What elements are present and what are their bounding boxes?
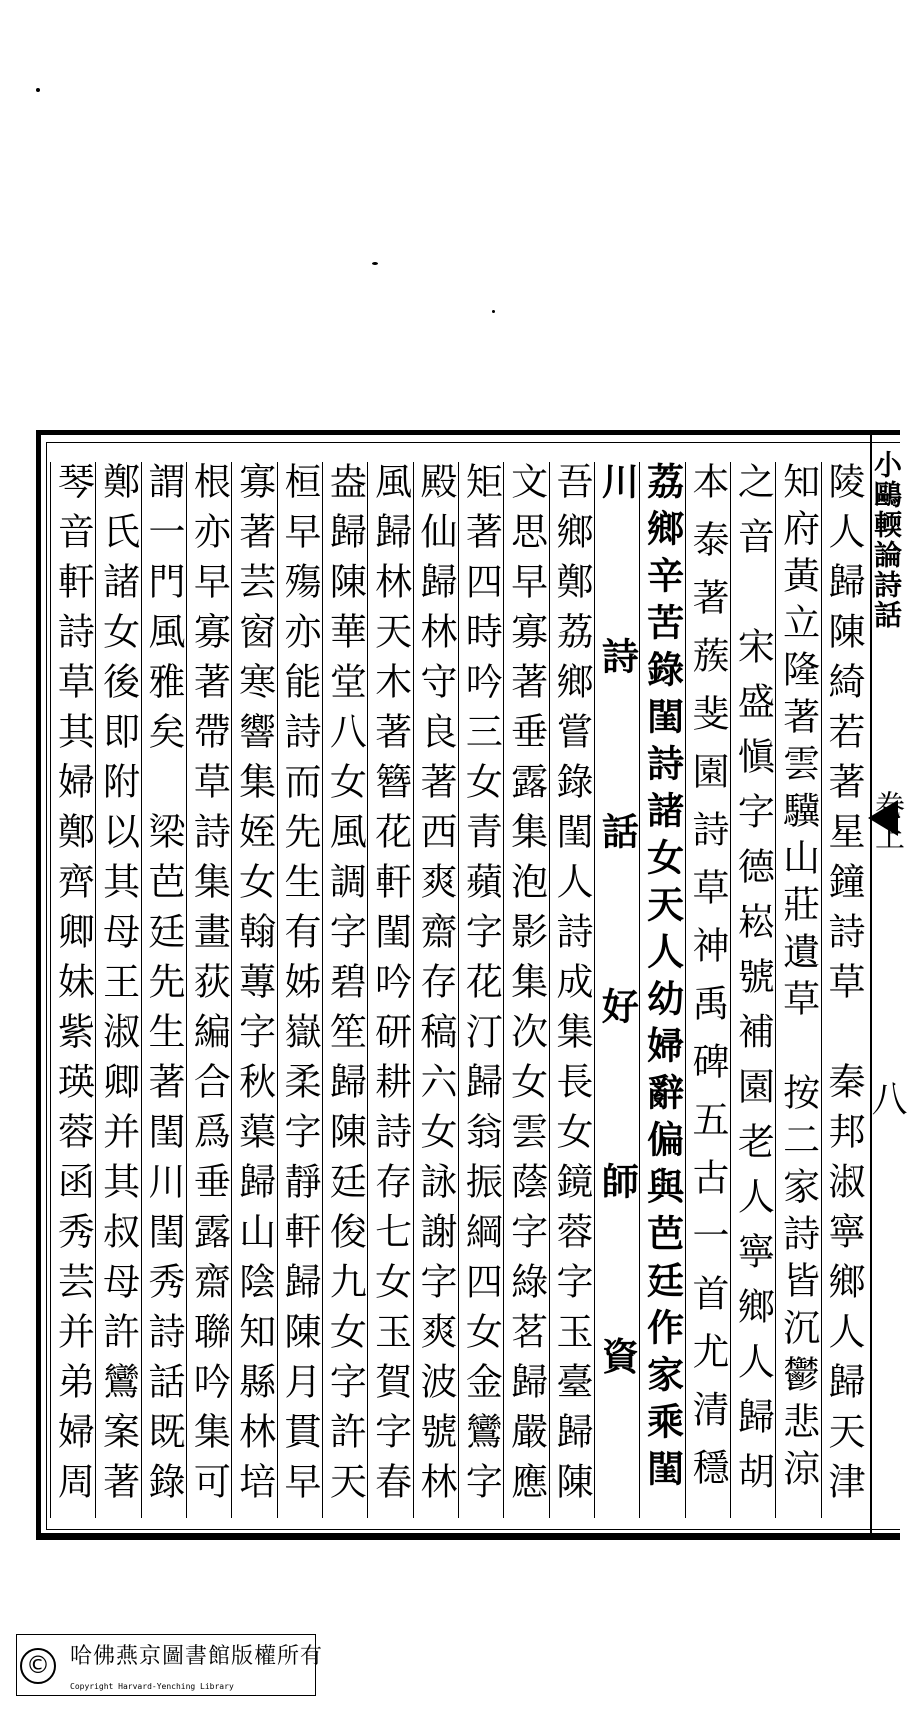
scan-speck <box>372 262 378 265</box>
text-column: 之音 宋盛愼字德崧號補園老人寧鄉人歸胡 <box>730 462 775 1518</box>
text-column: 矩著四時吟三女青蘋字花汀歸翁振綱四女金鸞字 <box>458 462 503 1518</box>
text-column: 盎歸陳華堂八女風調字碧笙歸陳廷俊九女字許天 <box>322 462 367 1518</box>
copyright-icon: © <box>20 1648 56 1684</box>
text-column: 吾鄉鄭荔鄉嘗錄閨人詩成集長女鏡蓉字玉臺歸陳 <box>549 462 594 1518</box>
text-column: 風歸林天木著簪花軒閨吟研耕詩存七女玉賀字春 <box>367 462 412 1518</box>
text-column: 陵人歸陳綺若著星鐘詩草 秦邦淑寧鄉人歸天津 <box>821 462 866 1518</box>
copyright-chinese: 哈佛燕京圖書館版權所有 <box>70 1644 324 1669</box>
text-column: 謂一門風雅矣 梁芭廷先生著閨川閨秀詩話既錄 <box>141 462 186 1518</box>
text-column: 桓早殤亦能詩而先生有姊嶽柔字靜軒歸陳月貫早 <box>277 462 322 1518</box>
text-column: 本泰著蔟斐園詩草神禹碑五古一首尤清穩 <box>685 462 730 1518</box>
copyright-english: Copyright Harvard-Yenching Library <box>70 1682 234 1691</box>
text-column: 文思早寡著垂露集泡影集次女雲蔭字綠茗歸嚴應 <box>503 462 548 1518</box>
book-title: 小鷗輭論詩話 <box>870 450 903 630</box>
volume-label: 卷上 <box>869 790 904 850</box>
text-column: 殿仙歸林守良著西爽齋存稿六女詠謝字爽波號林 <box>413 462 458 1518</box>
text-column: 琴音軒詩草其婦鄭齊卿妹紫瑛蓉函秀芸并弟婦周 <box>50 462 95 1518</box>
page-number: 八 <box>866 1080 907 1116</box>
poem-line: 川詩話好師資 <box>594 462 639 1518</box>
text-column: 寡著芸窗寒響集姪女翰蓴字秋蕖歸山陰知縣林培 <box>231 462 276 1518</box>
scan-speck <box>492 310 495 313</box>
text-column: 根亦早寡著帶草詩集畫荻編合爲垂露齋聯吟集可 <box>186 462 231 1518</box>
text-column: 鄭氏諸女後即附以其母王淑卿并其叔母許鸞案著 <box>95 462 140 1518</box>
text-column: 知府黃立隆著雲驥山莊遺草 按二家詩皆沉鬱悲涼 <box>775 462 820 1518</box>
poem-line: 荔鄉辛苦錄閨詩諸女天人幼婦辭偏與芭廷作家乘閨 <box>639 462 684 1518</box>
scan-speck <box>36 88 40 92</box>
